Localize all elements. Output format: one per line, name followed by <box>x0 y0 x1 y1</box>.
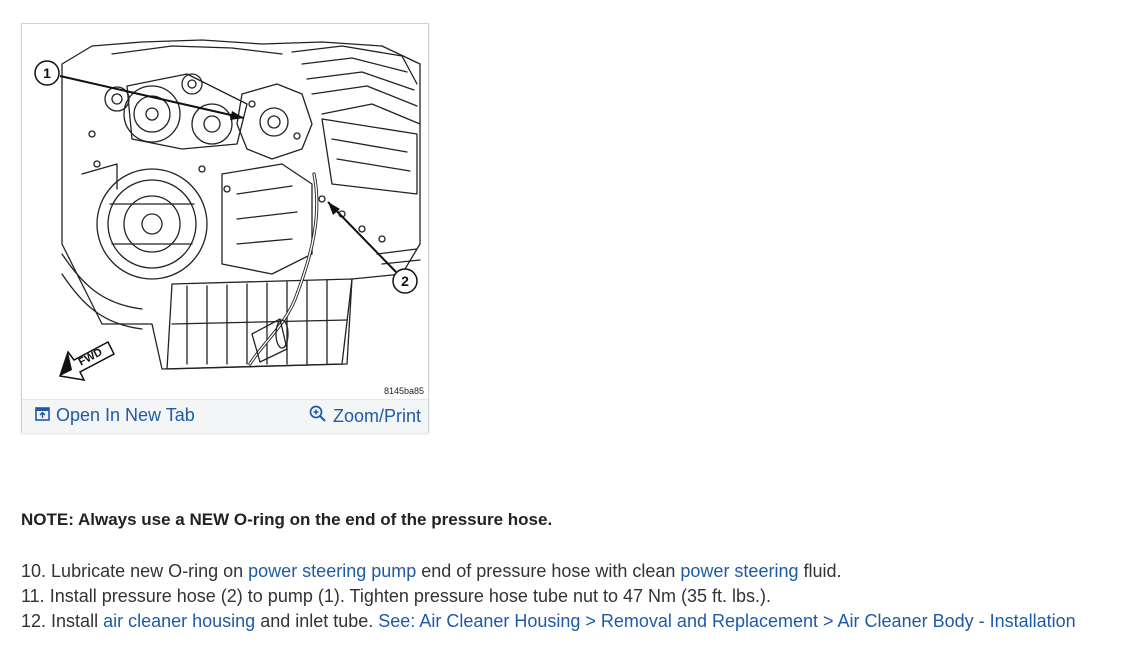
note-text: NOTE: Always use a NEW O-ring on the end of the pressure hose. <box>21 510 553 529</box>
step-10 <box>21 559 1076 584</box>
step-text: Lubricate new O-ring on <box>51 561 249 581</box>
step-11 <box>21 584 1076 609</box>
air-cleaner-housing-link[interactable]: air cleaner housing <box>103 611 256 631</box>
engine-line-drawing <box>22 24 428 399</box>
callout-1 <box>35 61 244 120</box>
open-in-new-tab-label: Open In New Tab <box>56 405 195 425</box>
open-in-new-tab-link[interactable] <box>35 405 195 426</box>
air-cleaner-installation-link[interactable]: See: Air Cleaner Housing > Removal and Replacement > Air Cleaner Body - Installation <box>378 611 1076 631</box>
magnifier-plus-icon <box>309 405 327 428</box>
power-steering-pump-link[interactable]: power steering pump <box>248 561 417 581</box>
step-number: 11. <box>21 586 45 606</box>
fwd-label: FWD <box>76 346 105 369</box>
step-number: 10. <box>21 561 47 581</box>
engine-diagram <box>22 24 428 399</box>
power-steering-link[interactable]: power steering <box>680 561 799 581</box>
step-text: Install pressure hose (2) to pump (1). Tighten pressure hose tube nut to 47 Nm (35 ft. lbs.). <box>49 586 772 606</box>
zoom-print-label: Zoom/Print <box>332 406 421 426</box>
callout-2-label: 2 <box>401 273 409 289</box>
zoom-print-link[interactable] <box>309 405 421 428</box>
figure-card <box>21 23 429 433</box>
step-text: and inlet tube. <box>255 611 379 631</box>
open-new-tab-icon <box>35 405 50 426</box>
step-text: Install <box>51 611 104 631</box>
fwd-arrow-icon <box>60 342 114 380</box>
image-code: 8145ba85 <box>383 386 424 396</box>
callout-1-label: 1 <box>43 65 51 81</box>
step-text: end of pressure hose with clean <box>416 561 681 581</box>
step-text: fluid. <box>798 561 842 581</box>
figure-toolbar <box>22 399 428 433</box>
steps-list <box>21 559 1076 634</box>
step-12 <box>21 609 1076 634</box>
step-number: 12. <box>21 611 47 631</box>
